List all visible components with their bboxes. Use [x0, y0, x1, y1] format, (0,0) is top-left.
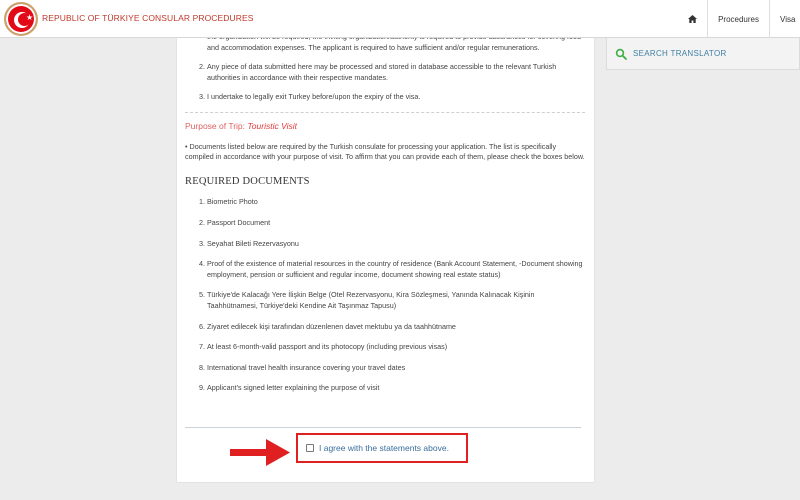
- search-icon: [615, 48, 627, 60]
- list-item: 6. Ziyaret edilecek kişi tarafından düzenlenen davet mektubu ya da taahhütname: [199, 321, 456, 331]
- search-translator-button[interactable]: [606, 38, 800, 70]
- list-item: 1. Biometric Photo: [199, 197, 258, 207]
- list-item: 2. Passport Document: [199, 217, 271, 227]
- agree-label[interactable]: I agree with the statements above.: [319, 443, 449, 453]
- search-translator-label: SEARCH TRANSLATOR: [633, 49, 727, 58]
- arrow-right-icon: [228, 438, 292, 468]
- list-item: 4. Proof of the existence of material resources in the country of residence (Bank Account Statement, -Document showing employment, pension or sufficient and regular income, document showing real estate status): [199, 259, 583, 279]
- list-item: 3. I undertake to legally exit Turkey before/upon the expiry of the visa.: [199, 92, 421, 102]
- nav-item-procedures[interactable]: Procedures: [708, 0, 770, 38]
- nav-item-visa[interactable]: Visa: [780, 14, 796, 24]
- list-item: 7. At least 6-month-valid passport and its photocopy (including previous visas): [199, 342, 448, 352]
- site-brand-title[interactable]: REPUBLIC OF TÜRKIYE CONSULAR PROCEDURES: [42, 13, 254, 23]
- required-documents-title: REQUIRED DOCUMENTS: [185, 175, 310, 187]
- list-item: 2. Any piece of data submitted here may be processed and stored in database accessible to the relevant Turkish authorities in accordance with their respective mandates.: [199, 62, 557, 82]
- divider: [185, 112, 585, 113]
- nav-home[interactable]: [678, 0, 708, 38]
- turkey-emblem-icon[interactable]: ★: [4, 2, 38, 36]
- checkbox[interactable]: [306, 444, 314, 452]
- site-header: [0, 0, 800, 38]
- statements-list: [185, 32, 585, 103]
- divider: [185, 427, 581, 428]
- list-item: 5. Türkiye'de Kalacağı Yere İlişkin Belge (Otel Rezervasyonu, Kira Sözleşmesi, Yanında Kalınacak Kişinin Taahhütnamesi, Türkiye'deki Kendine Ait Taşınmaz Tapusu): [199, 290, 535, 310]
- application-panel: [176, 38, 595, 483]
- purpose-of-trip: Purpose of Trip: Touristic Visit: [185, 120, 297, 131]
- required-documents-list: [185, 197, 585, 394]
- list-item: 8. International travel health insurance covering your travel dates: [199, 362, 406, 372]
- home-icon: [688, 15, 697, 23]
- agree-statements-checkbox[interactable]: [296, 433, 468, 463]
- list-item: 3. Seyahat Bileti Rezervasyonu: [199, 238, 299, 248]
- list-item: and accommodation expenses. The applicant is required to have sufficient and/or regular remunerations.: [207, 42, 540, 52]
- top-nav: [678, 0, 800, 38]
- documents-intro: • Documents listed below are required by the Turkish consulate for processing your application. The list is specifically compiled in accordance with your purpose of visit. To affirm that you can provide each of them, please check the boxes below.: [185, 141, 585, 162]
- list-item: 9. Applicant's signed letter explaining the purpose of visit: [199, 383, 380, 393]
